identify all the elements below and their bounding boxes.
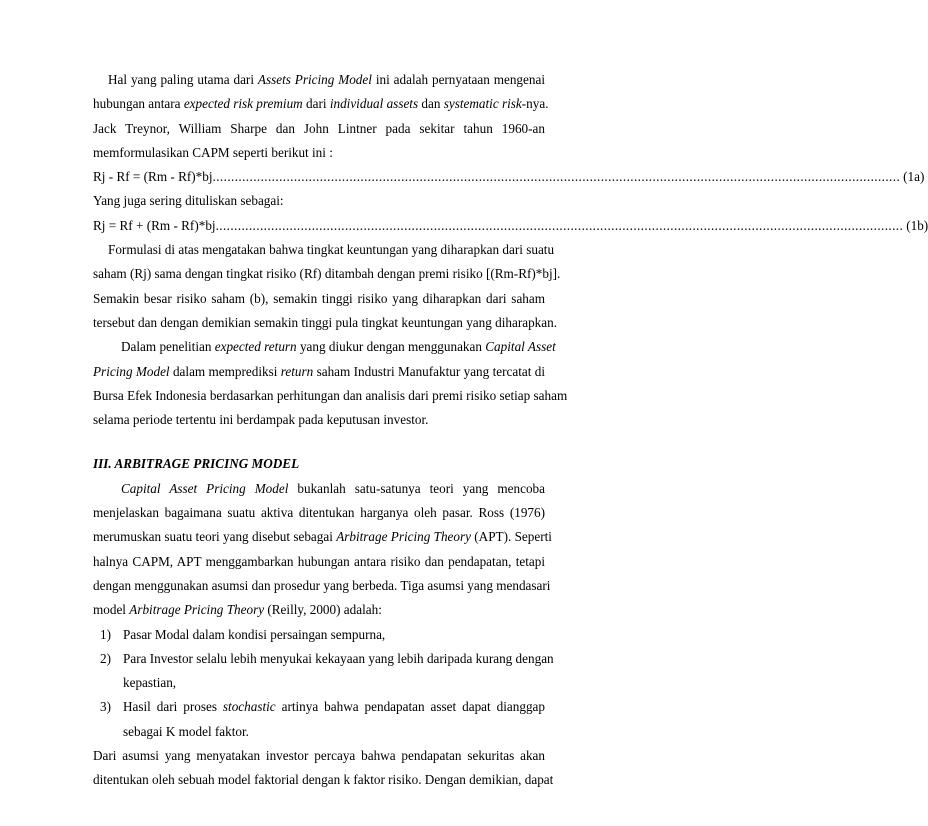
equation-lhs: Rj - Rf = (Rm - Rf)*bj bbox=[93, 169, 213, 185]
paragraph-line: Hal yang paling utama dari Assets Pricing Model ini adalah pernyataan mengenai bbox=[108, 72, 545, 87]
paragraph-line: menjelaskan bagaimana suatu aktiva ditentukan harganya oleh pasar. Ross (1976) bbox=[93, 505, 545, 521]
paragraph-line: merumuskan suatu teori yang disebut sebagai Arbitrage Pricing Theory (APT). Seperti bbox=[93, 529, 552, 545]
paragraph-line: Jack Treynor, William Sharpe dan John Lintner pada sekitar tahun 1960-an bbox=[93, 120, 545, 136]
list-number: 1) bbox=[100, 626, 111, 642]
paragraph-line: Dari asumsi yang menyatakan investor percaya bahwa pendapatan sekuritas akan bbox=[93, 748, 545, 764]
paragraph-line: Semakin besar risiko saham (b), semakin tinggi risiko yang diharapkan dari saham bbox=[93, 290, 545, 306]
equation-number: (1b) bbox=[906, 217, 928, 233]
paragraph-line: tersebut dan dengan demikian semakin tinggi pula tingkat keuntungan yang diharapkan. bbox=[93, 314, 558, 330]
dot-leader bbox=[213, 165, 901, 189]
equation-1a bbox=[93, 165, 925, 189]
paragraph-line: Pricing Model dalam memprediksi return saham Industri Manufaktur yang tercatat di bbox=[93, 363, 546, 379]
list-text: Pasar Modal dalam kondisi persaingan sempurna, bbox=[123, 626, 386, 642]
paragraph-line: saham (Rj) sama dengan tingkat risiko (Rf) ditambah dengan premi risiko [(Rm-Rf)*bj]. bbox=[93, 266, 561, 282]
paragraph-line: halnya CAPM, APT menggambarkan hubungan antara risiko dan pendapatan, tetapi bbox=[93, 553, 545, 569]
paragraph-line: Formulasi di atas mengatakan bahwa tingkat keuntungan yang diharapkan dari suatu bbox=[108, 242, 555, 258]
list-text-continued: kepastian, bbox=[123, 675, 177, 691]
list-number: 2) bbox=[100, 650, 111, 666]
paragraph-line: memformulasikan CAPM seperti berikut ini : bbox=[93, 144, 333, 160]
paragraph-line: Dalam penelitian expected return yang diukur dengan menggunakan Capital Asset bbox=[121, 339, 556, 355]
equation-1b bbox=[93, 214, 928, 238]
paragraph-line: model Arbitrage Pricing Theory (Reilly, 2000) adalah: bbox=[93, 602, 382, 618]
equation-lhs: Rj = Rf + (Rm - Rf)*bj bbox=[93, 217, 216, 233]
dot-leader bbox=[216, 214, 904, 238]
paragraph-line: Capital Asset Pricing Model bukanlah satu-satunya teori yang mencoba bbox=[121, 480, 545, 496]
paragraph-line: ditentukan oleh sebuah model faktorial dengan k faktor risiko. Dengan demikian, dapat bbox=[93, 772, 554, 788]
list-number: 3) bbox=[100, 699, 111, 715]
list-text: Hasil dari proses stochastic artinya bahwa pendapatan asset dapat dianggap bbox=[123, 699, 545, 715]
section-heading: III. ARBITRAGE PRICING MODEL bbox=[93, 456, 300, 472]
list-text: Para Investor selalu lebih menyukai kekayaan yang lebih daripada kurang dengan bbox=[123, 650, 554, 666]
list-item bbox=[93, 647, 554, 671]
equation-number: (1a) bbox=[903, 169, 925, 185]
list-item bbox=[93, 695, 545, 719]
paragraph-line: dengan menggunakan asumsi dan prosedur yang berbeda. Tiga asumsi yang mendasari bbox=[93, 577, 551, 593]
list-text-continued: sebagai K model faktor. bbox=[123, 723, 249, 739]
paragraph-line: selama periode tertentu ini berdampak pada keputusan investor. bbox=[93, 412, 429, 428]
list-item bbox=[93, 623, 545, 647]
paragraph-line: hubungan antara expected risk premium dari individual assets dan systematic risk-nya. bbox=[93, 96, 549, 112]
paragraph-line: Yang juga sering dituliskan sebagai: bbox=[93, 193, 284, 209]
paragraph-line: Bursa Efek Indonesia berdasarkan perhitungan dan analisis dari premi risiko setiap saham bbox=[93, 387, 568, 403]
